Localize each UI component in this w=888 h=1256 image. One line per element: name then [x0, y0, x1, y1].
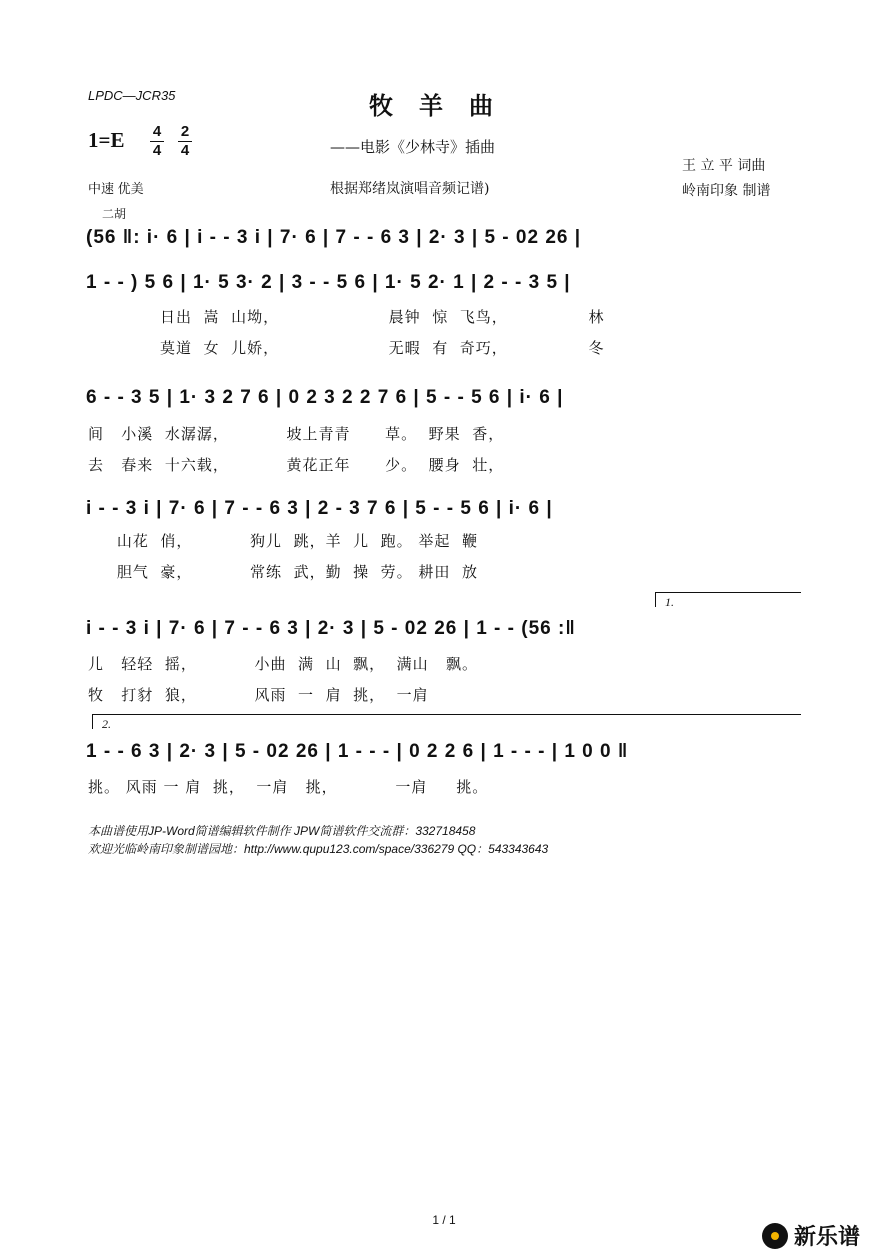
key-signature: 1=E	[88, 128, 125, 152]
volta-bracket-2	[92, 714, 801, 729]
footer-website-note: 欢迎光临岭南印象制谱园地：http://www.qupu123.com/space/336279 QQ：543343643	[88, 842, 549, 856]
score-code: LPDC—JCR35	[88, 88, 176, 103]
time-signature-4-4: 4 4	[150, 124, 164, 159]
tempo-marking: 中速 优美	[88, 181, 144, 196]
lyrics-line-5-verse-1: 儿 轻轻 摇， 小曲 满 山 飘， 满山 飘。	[88, 655, 478, 673]
staff-line-4: i - - 3 i | 7· 6 | 7 - - 6 3 | 2 - 3 7 6 | 5 - - 5 6 | i· 6 |	[86, 498, 553, 519]
footer-software-note: 本曲谱使用JP-Word简谱编辑软件制作 JPW简谱软件交流群：332718458	[88, 824, 476, 838]
logo-text: 新乐谱	[794, 1225, 861, 1250]
staff-line-5: i - - 3 i | 7· 6 | 7 - - 6 3 | 2· 3 | 5 - 02 26 | 1 - - (56 :‖	[86, 618, 576, 639]
arranger: 岭南印象 制谱	[682, 183, 771, 199]
song-title: 牧羊曲	[369, 91, 519, 120]
lyrics-line-4-verse-1: 山花 俏， 狗儿 跳，羊 儿 跑。 举起 鞭	[88, 532, 478, 550]
volta-label-2: 2.	[102, 717, 111, 731]
volta-label-1: 1.	[665, 595, 674, 609]
site-logo	[762, 1220, 860, 1251]
lyrics-line-5-verse-2: 牧 打豺 狼， 风雨 一 肩 挑， 一肩	[88, 686, 429, 704]
vinyl-record-icon	[762, 1223, 788, 1249]
lyrics-line-2-verse-2: 莫道 女 儿娇， 无暇 有 奇巧， 冬	[160, 339, 605, 357]
staff-line-2: 1 - - ) 5 6 | 1· 5 3· 2 | 3 - - 5 6 | 1· 5 2· 1 | 2 - - 3 5 |	[86, 272, 571, 293]
lyrics-line-4-verse-2: 胆气 豪， 常练 武，勤 操 劳。 耕田 放	[88, 563, 478, 581]
staff-line-1: (56 ‖: i· 6 | i - - 3 i | 7· 6 | 7 - - 6 3 | 2· 3 | 5 - 02 26 |	[86, 227, 582, 248]
instrument-label: 二胡	[102, 207, 127, 221]
page-number: 1 / 1	[432, 1213, 456, 1227]
staff-line-6: 1 - - 6 3 | 2· 3 | 5 - 02 26 | 1 - - - | 0 2 2 6 | 1 - - - | 1 0 0 ‖	[86, 741, 629, 762]
transcription-source: 根据郑绪岚演唱音频记谱)	[330, 181, 490, 197]
lyrics-line-2-verse-1: 日出 嵩 山坳， 晨钟 惊 飞鸟， 林	[160, 308, 605, 326]
song-subtitle: ——电影《少林寺》插曲	[330, 138, 496, 156]
lyrics-line-3-verse-2: 去 春来 十六载， 黄花正年 少。 腰身 壮，	[88, 456, 505, 474]
lyrics-line-3-verse-1: 间 小溪 水潺潺， 坡上青青 草。 野果 香，	[88, 425, 505, 443]
volta-bracket-1	[655, 592, 801, 607]
lyrics-line-6: 挑。 风雨 一 肩 挑， 一肩 挑， 一肩 挑。	[88, 778, 489, 796]
lyricist-composer: 王 立 平 词曲	[682, 158, 766, 174]
staff-line-3: 6 - - 3 5 | 1· 3 2 7 6 | 0 2 3 2 2 7 6 | 5 - - 5 6 | i· 6 |	[86, 387, 564, 408]
time-signature-2-4: 2 4	[178, 124, 192, 159]
